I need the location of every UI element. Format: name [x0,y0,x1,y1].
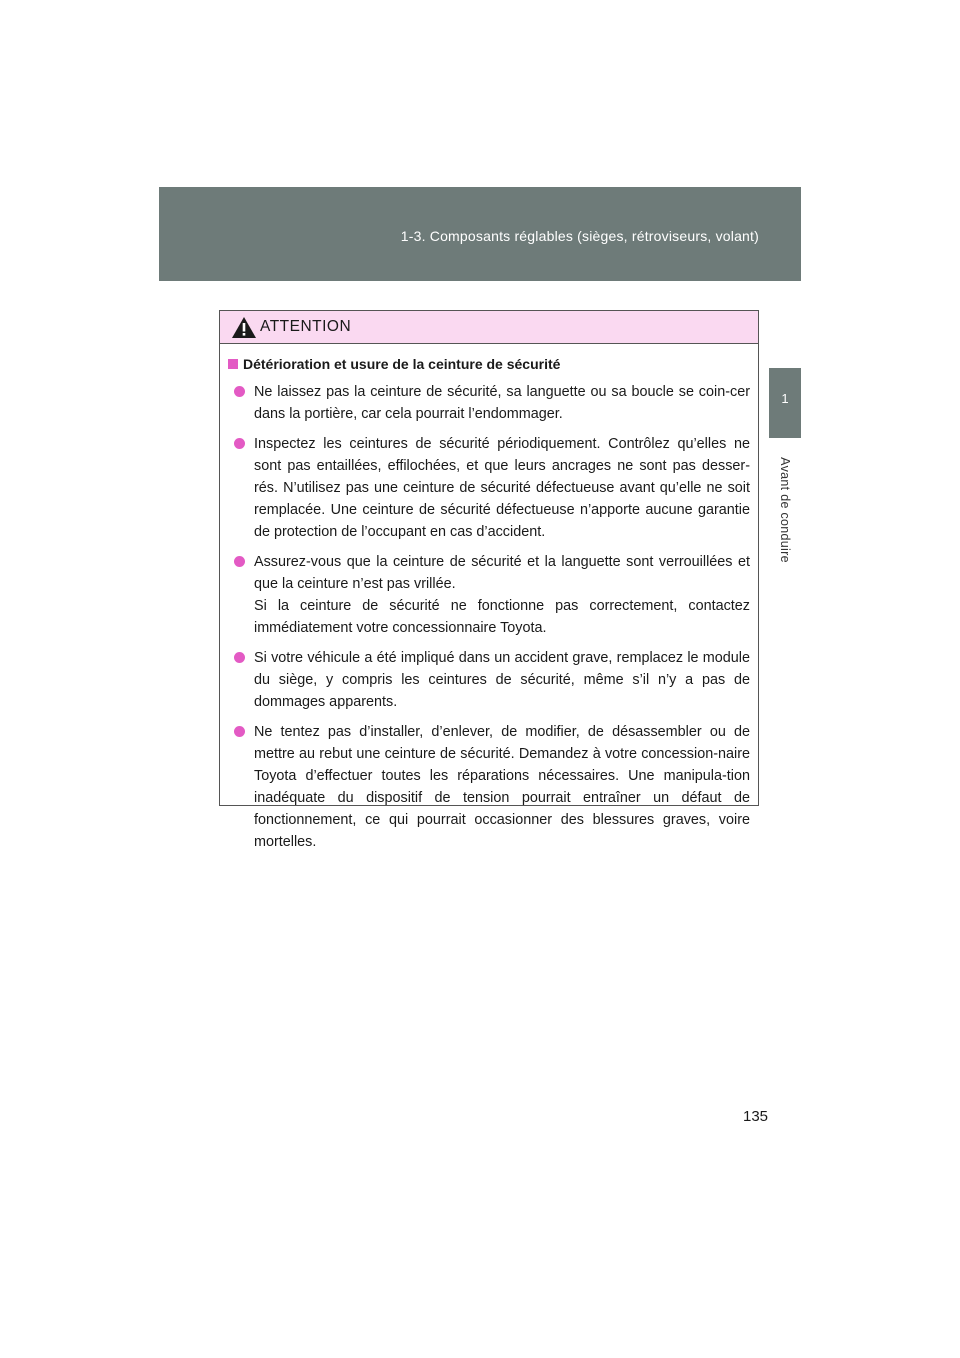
bullet-dot-icon [234,438,245,449]
list-item-text: Si votre véhicule a été impliqué dans un accident grave, remplacez le module du siège, y compris les ceintures de sécurité, même s’il n’y a pas de dommages apparents. [254,650,750,710]
square-bullet-icon [228,359,238,369]
list-item-text: Assurez-vous que la ceinture de sécurité et la languette sont verrouillées et que la ceinture n’est pas vrillée. [254,554,750,592]
list-item-text-continued: Si la ceinture de sécurité ne fonctionne pas correctement, contactez immédiatement votre concessionnaire Toyota. [254,598,750,636]
chapter-tab [769,368,801,438]
warning-triangle-icon [232,317,256,338]
section-header-band [159,187,801,281]
bullet-dot-icon [234,386,245,397]
page-number: 135 [743,1108,769,1125]
chapter-label: Avant de conduire [778,457,792,563]
warning-title: ATTENTION [260,318,352,335]
list-item [228,551,750,639]
section-title: 1-3. Composants réglables (sièges, rétroviseurs, volant) [400,228,759,244]
list-item-text: Ne tentez pas d’installer, d’enlever, de modifier, de désassembler ou de mettre au rebut une ceinture de sécurité. Demandez à votre concession-naire Toyota d’effectuer toutes les réparations nécessaires. Une manipula-tion inadéquate du dispositif de tension pourrait entraîner un défaut de fonctionnement, ce qui pourrait occasionner des blessures graves, voire mortelles. [254,724,750,850]
bullet-dot-icon [234,652,245,663]
bullet-dot-icon [234,556,245,567]
list-item [228,647,750,713]
bullet-dot-icon [234,726,245,737]
list-item-text: Inspectez les ceintures de sécurité périodiquement. Contrôlez qu’elles ne sont pas entaillées, effilochées, et que leurs ancrages ne sont pas desser-rés. N’utilisez pas une ceinture de sécurité défectueuse avant qu’elle ne soit remplacée. Une ceinture de sécurité défectueuse n’apporte aucune garantie de protection de l’occupant en cas d’accident. [254,436,750,540]
list-item [228,433,750,543]
chapter-number: 1 [781,391,789,406]
warning-item-list [228,381,750,853]
warning-section-title: Détérioration et usure de la ceinture de sécurité [228,353,750,375]
list-item [228,381,750,425]
list-item-text: Ne laissez pas la ceinture de sécurité, sa languette ou sa boucle se coin-cer dans la portière, car cela pourrait l’endommager. [254,384,750,422]
warning-box [219,310,759,850]
warning-section [228,353,750,861]
warning-header [220,311,758,344]
list-item [228,721,750,853]
